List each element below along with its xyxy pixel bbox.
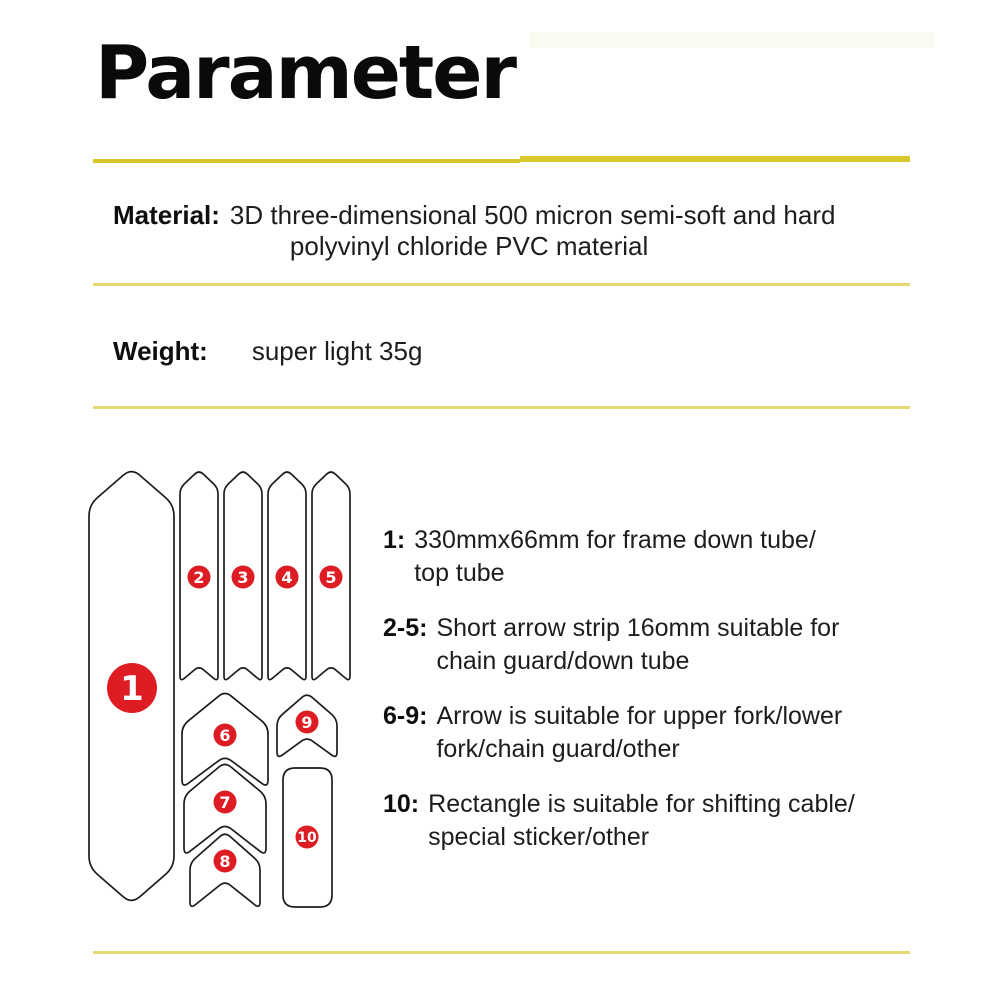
material-value-line-1: 3D three-dimensional 500 micron semi-soft and hard xyxy=(229,200,836,230)
weight-label: Weight: xyxy=(113,336,208,366)
badge-number-1: 1 xyxy=(120,669,144,710)
legend-item-10-line-2: special sticker/other xyxy=(428,823,650,851)
badge-number-2: 2 xyxy=(193,567,205,587)
divider-under-material xyxy=(93,283,910,286)
badge-number-6: 6 xyxy=(219,725,231,745)
number-badge-10 xyxy=(296,826,319,849)
legend-item-1-line-2: top tube xyxy=(414,559,505,587)
number-badge-8 xyxy=(214,850,237,873)
weight-value: super light 35g xyxy=(251,336,423,366)
badge-number-10: 10 xyxy=(297,830,317,847)
number-badge-5 xyxy=(320,566,343,589)
legend-item-2-5-text xyxy=(436,612,839,678)
legend-item-2-5 xyxy=(383,612,958,678)
legend-item-6-9-label: 6-9: xyxy=(383,702,428,730)
legend-item-6-9 xyxy=(383,700,958,766)
badge-number-7: 7 xyxy=(219,792,231,812)
badge-number-3: 3 xyxy=(237,567,249,587)
legend-item-6-9-text xyxy=(436,700,842,766)
sticker-shapes-diagram xyxy=(80,455,390,935)
page-title: Parameter xyxy=(95,30,515,116)
legend-item-10-label: 10: xyxy=(383,790,420,818)
divider-under-weight xyxy=(93,406,910,409)
legend-item-1 xyxy=(383,524,958,590)
material-value xyxy=(230,200,836,262)
legend-item-10 xyxy=(383,788,958,854)
number-badge-3 xyxy=(232,566,255,589)
badge-number-4: 4 xyxy=(281,567,293,587)
number-badge-9 xyxy=(296,711,319,734)
material-value-line-2: polyvinyl chloride PVC material xyxy=(289,231,649,261)
legend-item-1-text xyxy=(414,524,816,590)
material-spec-row xyxy=(113,200,913,262)
legend-item-2-5-label: 2-5: xyxy=(383,614,428,642)
legend xyxy=(383,524,958,876)
legend-item-10-text xyxy=(428,788,855,854)
legend-item-2-5-line-2: chain guard/down tube xyxy=(436,647,690,675)
badge-number-9: 9 xyxy=(301,712,313,732)
number-badge-1 xyxy=(107,663,157,713)
number-badge-2 xyxy=(188,566,211,589)
accent-bar-left xyxy=(93,159,520,163)
faint-background-strip xyxy=(530,32,935,48)
legend-item-1-line-1: 330mmx66mm for frame down tube/ xyxy=(414,526,816,554)
legend-item-10-line-1: Rectangle is suitable for shifting cable/ xyxy=(428,790,855,818)
legend-item-6-9-line-2: fork/chain guard/other xyxy=(436,735,680,763)
legend-item-2-5-line-1: Short arrow strip 16omm suitable for xyxy=(436,614,840,642)
accent-bar-right xyxy=(520,156,910,162)
legend-item-6-9-line-1: Arrow is suitable for upper fork/lower xyxy=(436,702,843,730)
material-label: Material: xyxy=(113,200,220,230)
divider-bottom xyxy=(93,951,910,954)
legend-item-1-label: 1: xyxy=(383,526,406,554)
badge-number-5: 5 xyxy=(325,567,337,587)
number-badge-4 xyxy=(276,566,299,589)
number-badge-7 xyxy=(214,791,237,814)
weight-spec-row xyxy=(113,336,422,367)
number-badge-6 xyxy=(214,724,237,747)
badge-number-8: 8 xyxy=(219,851,231,871)
